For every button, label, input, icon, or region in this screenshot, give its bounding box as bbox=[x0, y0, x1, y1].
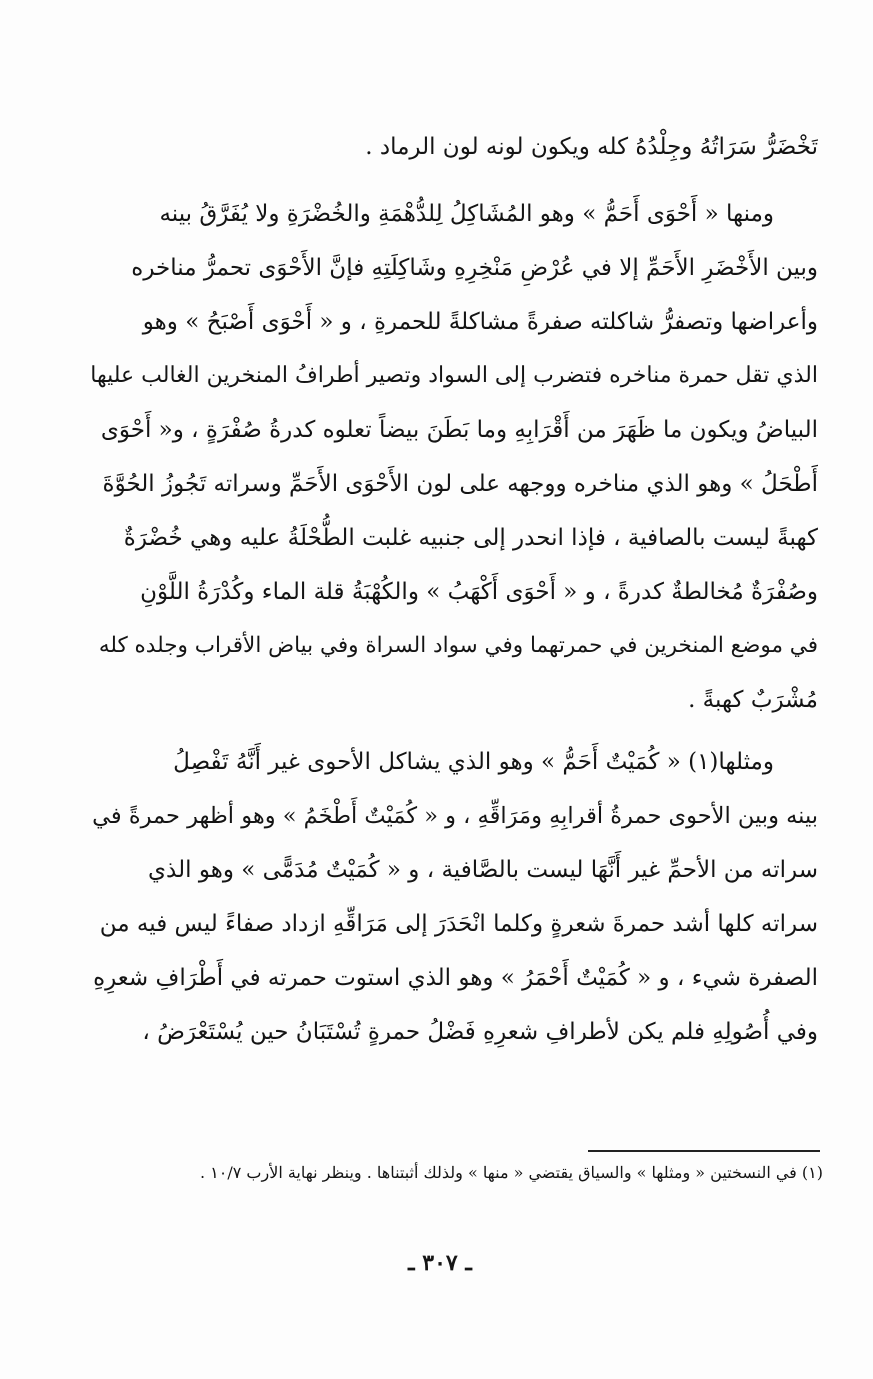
text-line: وفي أُصُولِهِ فلم يكن لأطرافِ شعرِهِ فَضْلُ حمرةٍ تُسْتَبَانُ حين يُسْتَعْرَضُ ، bbox=[142, 1019, 818, 1045]
text-line: ومنها « أَحْوَى أَحَمُّ » وهو المُشَاكِلُ لِلدُّهْمَةِ والخُضْرَةِ ولا يُفَرَّقُ بينه bbox=[159, 201, 774, 227]
text-line: الذي تقل حمرة مناخره فتضرب إلى السواد وتصير أطرافُ المنخرين الغالب عليها bbox=[90, 363, 818, 388]
footnote: (١) في النسختين « ومثلها » والسياق يقتضي « منها » ولذلك أثبتناها . وينظر نهاية الأرب ١٠/٧ . bbox=[199, 1163, 823, 1182]
text-line: ومثلها(١) « كُمَيْتٌ أَحَمُّ » وهو الذي يشاكل الأحوى غير أَنَّهُ تَفْصِلُ bbox=[173, 749, 774, 775]
text-line: البياضُ ويكون ما ظَهَرَ من أَقْرَابِهِ وما بَطَنَ بيضاً تعلوه كدرةُ صُفْرَةٍ ، و« أَحْوَى bbox=[100, 417, 818, 443]
paragraph-2 bbox=[88, 187, 818, 727]
page-number: ـ ٣٠٧ ـ bbox=[408, 1250, 472, 1276]
text-line: وبين الأَخْضَرِ الأَحَمِّ إلا في عُرْضِ مَنْخِرِهِ وشَاكِلَتِهِ فإنَّ الأَحْوَى تحمرُّ مناخره bbox=[131, 255, 818, 281]
text-line: سراته كلها أشد حمرةَ شعرةٍ وكلما انْحَدَرَ إلى مَرَاقِّهِ ازداد صفاءً ليس فيه من bbox=[99, 911, 818, 937]
text-line: مُشْرَبٌ كهبةً . bbox=[688, 687, 818, 713]
text-line: أَطْحَلُ » وهو الذي مناخره ووجهه على لون الأَحْوَى الأَحَمِّ وسراته تَجُوزُ الحُوَّةَ bbox=[102, 471, 818, 497]
paragraph-1 bbox=[88, 120, 818, 174]
text-line: سراته من الأحمِّ غير أَنَّهَا ليست بالصَّافية ، و « كُمَيْتٌ مُدَمًّى » وهو الذي bbox=[148, 857, 818, 883]
paragraph-3 bbox=[88, 735, 818, 1059]
text-line: الصفرة شيء ، و « كُمَيْتٌ أَحْمَرُ » وهو الذي استوت حمرته في أَطْرَافِ شعرِهِ bbox=[93, 965, 818, 991]
text-line: وأعراضها وتصفرُّ شاكلته صفرةً مشاكلةً للحمرةِ ، و « أَحْوَى أَصْبَحُ » وهو bbox=[142, 309, 818, 335]
text-line: في موضع المنخرين في حمرتهما وفي سواد السراة وفي بياض الأقراب وجلده كله bbox=[98, 633, 818, 658]
footnote-separator bbox=[588, 1150, 820, 1152]
text-line: تَخْضَرُّ سَرَاتُهُ وجِلْدُهُ كله ويكون لونه لون الرماد . bbox=[365, 134, 818, 160]
text-line: كهبةً ليست بالصافية ، فإذا انحدر إلى جنبيه غلبت الطُّحْلَةُ عليه وهي خُضْرَةٌ bbox=[123, 525, 818, 551]
text-line: بينه وبين الأحوى حمرةُ أقرابِهِ ومَرَاقِّهِ ، و « كُمَيْتٌ أَطْخَمُ » وهو أظهر حمرةً في bbox=[92, 803, 818, 829]
text-line: وصُفْرَةٌ مُخالطةٌ كدرةً ، و « أَحْوَى أَكْهَبُ » والكُهْبَةُ قلة الماء وكُدْرَةُ اللَّوْنِ bbox=[140, 579, 818, 605]
